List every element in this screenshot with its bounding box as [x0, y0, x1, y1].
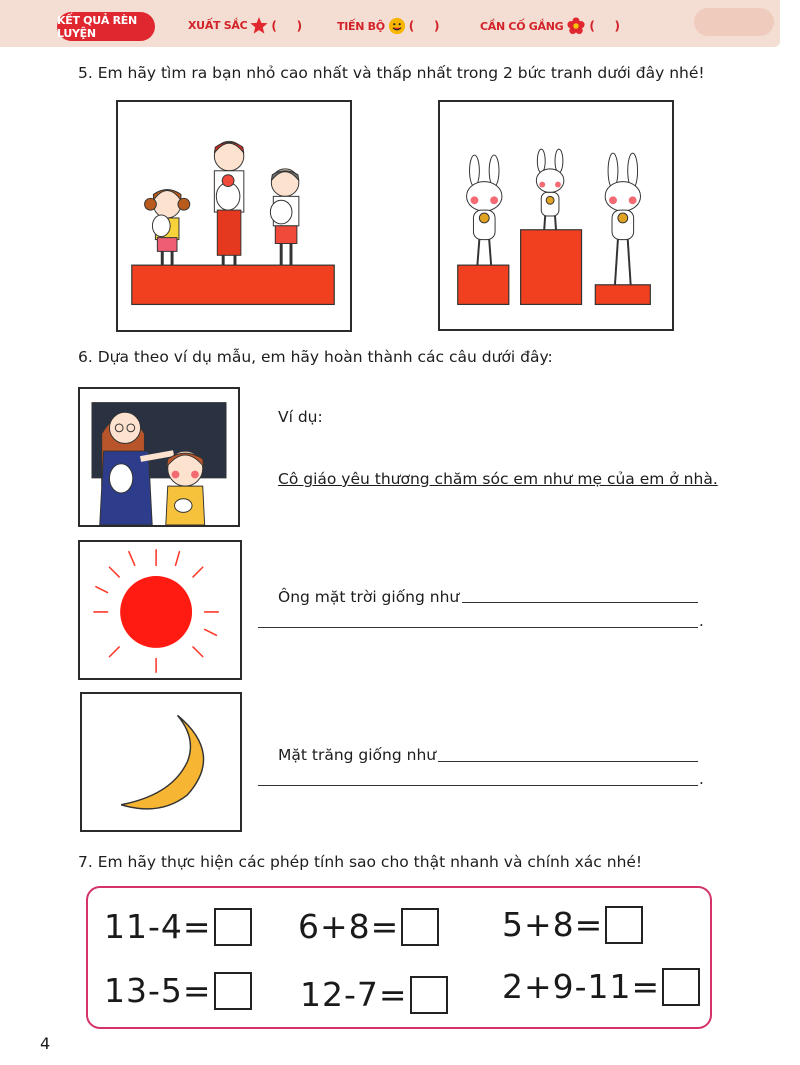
teacher-picture	[78, 387, 240, 527]
star-icon	[250, 17, 268, 34]
equation-5-text: 12-7=	[300, 975, 408, 1014]
moon-picture	[80, 692, 242, 832]
rating-progress-label: TIẾN BỘ	[337, 19, 385, 33]
question-6-title: 6. Dựa theo ví dụ mẫu, em hãy hoàn thành các câu dưới đây:	[78, 348, 553, 366]
answer-box-6[interactable]	[662, 968, 700, 1006]
rating-excellent[interactable]: XUẤT SẮC ( )	[188, 18, 302, 33]
sun-answer-period: .	[699, 612, 704, 630]
moon-prompt: Mặt trăng giống như	[278, 746, 437, 764]
series-logo	[694, 8, 774, 36]
moon-icon	[82, 694, 240, 830]
page-number: 4	[40, 1034, 51, 1053]
question-7-title: 7. Em hãy thực hiện các phép tính sao cho thật nhanh và chính xác nhé!	[78, 853, 643, 871]
rating-try-harder[interactable]: CẦN CỐ GẮNG ( )	[480, 19, 620, 33]
rating-progress[interactable]: TIẾN BỘ ( )	[337, 19, 440, 33]
sun-prompt: Ông mặt trời giống như	[278, 588, 460, 606]
sun-picture	[78, 540, 242, 680]
equation-4	[104, 971, 252, 1010]
sun-icon	[80, 542, 240, 678]
equation-1-text: 11-4=	[104, 907, 212, 946]
moon-answer-line-2[interactable]	[258, 785, 698, 786]
rabbits-height-picture	[438, 100, 674, 331]
sun-answer-line-1[interactable]	[462, 602, 698, 603]
example-sentence: Cô giáo yêu thương chăm sóc em như mẹ của em ở nhà.	[278, 470, 718, 488]
rating-excellent-label: XUẤT SẮC	[188, 19, 248, 32]
answer-box-3[interactable]	[605, 906, 643, 944]
question-5-title: 5. Em hãy tìm ra bạn nhỏ cao nhất và thấp nhất trong 2 bức tranh dưới đây nhé!	[78, 64, 705, 82]
rabbits-illustration	[440, 102, 672, 329]
result-banner	[0, 0, 780, 47]
result-badge: KẾT QUẢ RÈN LUYỆN	[57, 12, 155, 41]
sun-answer-line-2[interactable]	[258, 627, 698, 628]
moon-answer-period: .	[699, 770, 704, 788]
equation-3-text: 5+8=	[502, 905, 604, 944]
teacher-illustration	[80, 389, 238, 525]
equation-1	[104, 907, 252, 946]
smiley-icon	[388, 17, 406, 35]
equation-6-text: 2+9-11=	[502, 967, 661, 1006]
flower-icon	[566, 17, 586, 35]
children-height-picture	[116, 100, 352, 332]
moon-answer-line-1[interactable]	[438, 761, 698, 762]
equation-2-text: 6+8=	[298, 907, 400, 946]
example-label: Ví dụ:	[278, 408, 323, 426]
answer-box-2[interactable]	[401, 908, 439, 946]
answer-box-5[interactable]	[410, 976, 448, 1014]
equation-5	[300, 975, 448, 1014]
rating-try-harder-label: CẦN CỐ GẮNG	[480, 19, 564, 33]
children-illustration	[118, 102, 350, 330]
answer-box-4[interactable]	[214, 972, 252, 1010]
equation-4-text: 13-5=	[104, 971, 212, 1010]
equation-6	[502, 967, 700, 1006]
equation-3	[502, 905, 643, 944]
equation-2	[298, 907, 439, 946]
answer-box-1[interactable]	[214, 908, 252, 946]
